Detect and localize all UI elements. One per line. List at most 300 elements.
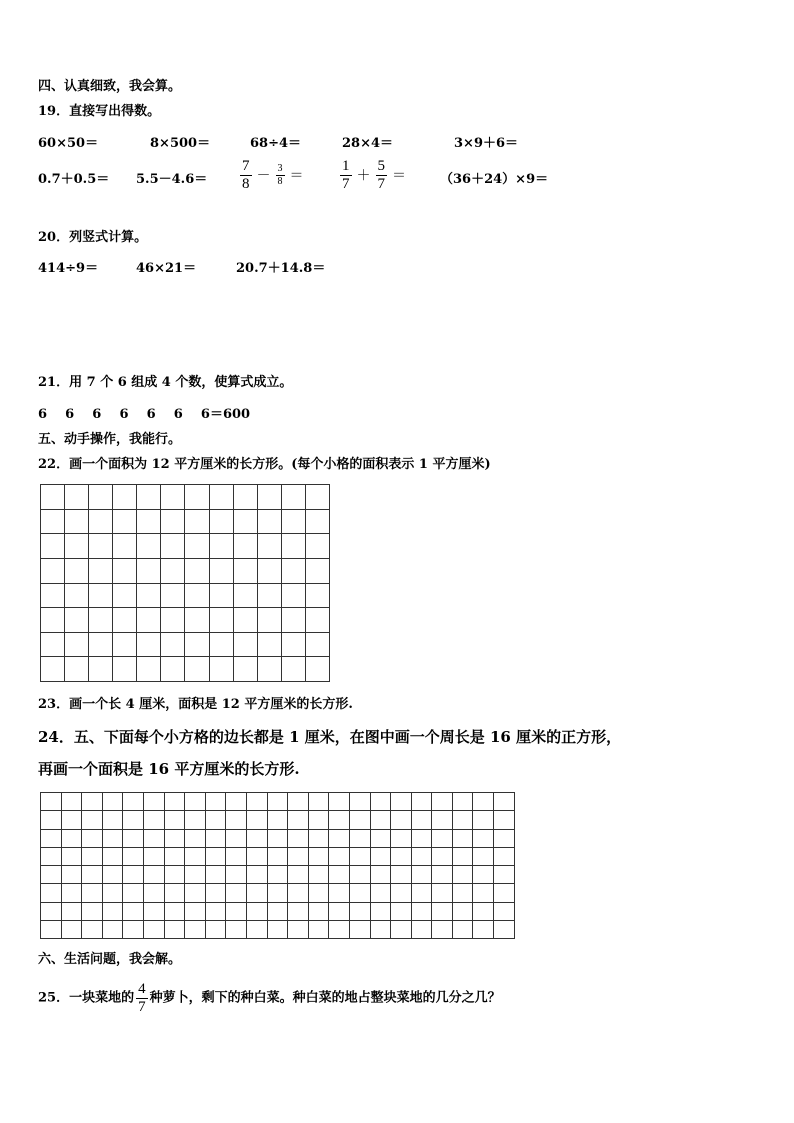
grid-cell[interactable]: [89, 657, 113, 682]
grid-cell[interactable]: [41, 583, 65, 608]
grid-cell[interactable]: [257, 509, 281, 534]
grid-cell[interactable]: [281, 534, 305, 559]
grid-cell[interactable]: [123, 847, 144, 865]
grid-cell[interactable]: [370, 884, 391, 902]
grid-cell[interactable]: [494, 884, 515, 902]
grid-cell[interactable]: [185, 608, 209, 633]
grid-cell[interactable]: [391, 829, 412, 847]
grid-cell[interactable]: [164, 829, 185, 847]
grid-cell[interactable]: [226, 884, 247, 902]
grid-cell[interactable]: [205, 829, 226, 847]
grid-cell[interactable]: [308, 829, 329, 847]
grid-cell[interactable]: [209, 657, 233, 682]
grid-cell[interactable]: [349, 920, 370, 938]
grid-cell[interactable]: [89, 558, 113, 583]
grid-cell[interactable]: [473, 920, 494, 938]
grid-cell[interactable]: [137, 632, 161, 657]
grid-cell[interactable]: [143, 920, 164, 938]
fraction: [240, 158, 252, 193]
grid-cell[interactable]: [161, 534, 185, 559]
grid-cell[interactable]: [185, 811, 206, 829]
grid-cell[interactable]: [185, 902, 206, 920]
grid-cell[interactable]: [305, 608, 329, 633]
grid-cell[interactable]: [143, 829, 164, 847]
grid-cell[interactable]: [82, 829, 103, 847]
numerator: 1: [342, 158, 350, 174]
grid-cell[interactable]: [185, 829, 206, 847]
grid-cell[interactable]: [161, 509, 185, 534]
grid-cell[interactable]: [41, 884, 62, 902]
grid-cell[interactable]: [246, 866, 267, 884]
grid-cell[interactable]: [411, 811, 432, 829]
grid-cell[interactable]: [411, 847, 432, 865]
grid-cell[interactable]: [102, 829, 123, 847]
grid-cell[interactable]: [41, 558, 65, 583]
q20-title: 20．列竖式计算。: [38, 230, 148, 245]
grid-cell[interactable]: [164, 920, 185, 938]
grid-cell[interactable]: [226, 793, 247, 811]
grid-cell[interactable]: [209, 583, 233, 608]
section-6-heading: 六、生活问题，我会解。: [38, 952, 182, 967]
grid-cell[interactable]: [209, 558, 233, 583]
grid-cell[interactable]: [65, 558, 89, 583]
grid-cell[interactable]: [411, 793, 432, 811]
grid-cell[interactable]: [89, 583, 113, 608]
grid-row: [41, 608, 330, 633]
q20-expr-2: 46×21＝: [136, 261, 197, 276]
grid-cell[interactable]: [233, 558, 257, 583]
grid-cell[interactable]: [226, 866, 247, 884]
grid-cell[interactable]: [288, 811, 309, 829]
grid-cell[interactable]: [65, 657, 89, 682]
grid-cell[interactable]: [41, 632, 65, 657]
grid-cell[interactable]: [391, 902, 412, 920]
grid-cell[interactable]: [308, 884, 329, 902]
grid-cell[interactable]: [185, 583, 209, 608]
grid-cell[interactable]: [102, 866, 123, 884]
grid-cell[interactable]: [161, 657, 185, 682]
grid-cell[interactable]: [246, 920, 267, 938]
grid-cell[interactable]: [123, 829, 144, 847]
grid-cell[interactable]: [246, 793, 267, 811]
grid-cell[interactable]: [494, 866, 515, 884]
grid-cell[interactable]: [102, 902, 123, 920]
grid-cell[interactable]: [452, 920, 473, 938]
grid-cell[interactable]: [82, 811, 103, 829]
grid-cell[interactable]: [89, 534, 113, 559]
grid-cell[interactable]: [257, 485, 281, 510]
grid-cell[interactable]: [61, 884, 82, 902]
grid-cell[interactable]: [226, 811, 247, 829]
grid-cell[interactable]: [205, 793, 226, 811]
grid-cell[interactable]: [65, 509, 89, 534]
grid-cell[interactable]: [305, 632, 329, 657]
grid-cell[interactable]: [41, 534, 65, 559]
grid-cell[interactable]: [226, 829, 247, 847]
grid-cell[interactable]: [61, 811, 82, 829]
grid-cell[interactable]: [137, 583, 161, 608]
grid-cell[interactable]: [61, 793, 82, 811]
grid-cell[interactable]: [267, 902, 288, 920]
grid-cell[interactable]: [102, 920, 123, 938]
grid-cell[interactable]: [41, 829, 62, 847]
grid-cell[interactable]: [226, 847, 247, 865]
grid-cell[interactable]: [205, 920, 226, 938]
grid-cell[interactable]: [267, 793, 288, 811]
grid-cell[interactable]: [113, 608, 137, 633]
grid-cell[interactable]: [137, 485, 161, 510]
grid-cell[interactable]: [209, 485, 233, 510]
grid-cell[interactable]: [257, 608, 281, 633]
grid-cell[interactable]: [82, 884, 103, 902]
grid-cell[interactable]: [61, 847, 82, 865]
grid-row: [41, 632, 330, 657]
grid-cell[interactable]: [41, 920, 62, 938]
grid-cell[interactable]: [432, 920, 453, 938]
grid-cell[interactable]: [329, 884, 350, 902]
grid-cell[interactable]: [432, 829, 453, 847]
grid-cell[interactable]: [164, 811, 185, 829]
grid-cell[interactable]: [41, 902, 62, 920]
grid-cell[interactable]: [305, 534, 329, 559]
grid-cell[interactable]: [349, 793, 370, 811]
grid-cell[interactable]: [494, 793, 515, 811]
grid-cell[interactable]: [113, 583, 137, 608]
grid-cell[interactable]: [233, 583, 257, 608]
grid-cell[interactable]: [102, 811, 123, 829]
grid-cell[interactable]: [82, 793, 103, 811]
grid-cell[interactable]: [161, 632, 185, 657]
grid-cell[interactable]: [391, 866, 412, 884]
grid-cell[interactable]: [226, 902, 247, 920]
grid-cell[interactable]: [267, 829, 288, 847]
grid-cell[interactable]: [329, 920, 350, 938]
grid-cell[interactable]: [89, 485, 113, 510]
grid-cell[interactable]: [452, 847, 473, 865]
grid-cell[interactable]: [349, 847, 370, 865]
grid-cell[interactable]: [246, 829, 267, 847]
grid-cell[interactable]: [161, 485, 185, 510]
grid-cell[interactable]: [143, 847, 164, 865]
grid-cell[interactable]: [452, 811, 473, 829]
grid-cell[interactable]: [205, 866, 226, 884]
grid-cell[interactable]: [143, 866, 164, 884]
grid-cell[interactable]: [137, 534, 161, 559]
grid-cell[interactable]: [65, 485, 89, 510]
q20-expr-1: 414÷9＝: [38, 261, 99, 276]
grid-cell[interactable]: [349, 829, 370, 847]
grid-cell[interactable]: [123, 793, 144, 811]
grid-cell[interactable]: [113, 534, 137, 559]
grid-cell[interactable]: [226, 920, 247, 938]
grid-cell[interactable]: [391, 811, 412, 829]
grid-cell[interactable]: [164, 793, 185, 811]
grid-cell[interactable]: [329, 902, 350, 920]
grid-cell[interactable]: [113, 485, 137, 510]
grid-cell[interactable]: [164, 884, 185, 902]
grid-cell[interactable]: [89, 608, 113, 633]
grid-cell[interactable]: [370, 902, 391, 920]
grid-cell[interactable]: [233, 632, 257, 657]
grid-cell[interactable]: [288, 902, 309, 920]
grid-cell[interactable]: [267, 884, 288, 902]
grid-cell[interactable]: [432, 902, 453, 920]
q25-question: [38, 981, 501, 1016]
grid-cell[interactable]: [41, 657, 65, 682]
grid-cell[interactable]: [113, 632, 137, 657]
grid-cell[interactable]: [233, 485, 257, 510]
grid-cell[interactable]: [102, 793, 123, 811]
grid-cell[interactable]: [161, 558, 185, 583]
grid-cell[interactable]: [288, 829, 309, 847]
grid-cell[interactable]: [329, 847, 350, 865]
grid-cell[interactable]: [305, 509, 329, 534]
grid-cell[interactable]: [473, 884, 494, 902]
grid-cell[interactable]: [82, 866, 103, 884]
grid-cell[interactable]: [65, 632, 89, 657]
grid-cell[interactable]: [185, 847, 206, 865]
grid-cell[interactable]: [61, 920, 82, 938]
grid-cell[interactable]: [41, 866, 62, 884]
grid-cell[interactable]: [65, 608, 89, 633]
grid-cell[interactable]: [205, 811, 226, 829]
grid-cell[interactable]: [246, 847, 267, 865]
grid-cell[interactable]: [308, 902, 329, 920]
grid-cell[interactable]: [61, 902, 82, 920]
grid-cell[interactable]: [288, 866, 309, 884]
grid-cell[interactable]: [370, 811, 391, 829]
grid-cell[interactable]: [82, 847, 103, 865]
grid-cell[interactable]: [102, 884, 123, 902]
grid-cell[interactable]: [288, 793, 309, 811]
grid-cell[interactable]: [233, 509, 257, 534]
grid-cell[interactable]: [209, 534, 233, 559]
grid-cell[interactable]: [123, 902, 144, 920]
grid-cell[interactable]: [432, 811, 453, 829]
grid-cell[interactable]: [308, 866, 329, 884]
grid-cell[interactable]: [432, 884, 453, 902]
grid-cell[interactable]: [65, 583, 89, 608]
grid-cell[interactable]: [494, 847, 515, 865]
grid-cell[interactable]: [494, 829, 515, 847]
grid-cell[interactable]: [281, 583, 305, 608]
grid-cell[interactable]: [411, 884, 432, 902]
grid-cell[interactable]: [411, 902, 432, 920]
grid-cell[interactable]: [65, 534, 89, 559]
grid-cell[interactable]: [432, 847, 453, 865]
grid-cell[interactable]: [257, 657, 281, 682]
grid-cell[interactable]: [305, 485, 329, 510]
grid-cell[interactable]: [123, 920, 144, 938]
grid-cell[interactable]: [61, 866, 82, 884]
grid-cell[interactable]: [452, 866, 473, 884]
grid-cell[interactable]: [329, 811, 350, 829]
grid-cell[interactable]: [391, 847, 412, 865]
grid-cell[interactable]: [257, 632, 281, 657]
grid-cell[interactable]: [41, 847, 62, 865]
grid-cell[interactable]: [370, 920, 391, 938]
grid-cell[interactable]: [102, 847, 123, 865]
grid-cell[interactable]: [473, 793, 494, 811]
grid-cell[interactable]: [257, 583, 281, 608]
grid-cell[interactable]: [164, 847, 185, 865]
grid-cell[interactable]: [308, 920, 329, 938]
grid-row: [41, 558, 330, 583]
grid-cell[interactable]: [61, 829, 82, 847]
grid-cell[interactable]: [41, 485, 65, 510]
grid-cell[interactable]: [473, 866, 494, 884]
grid-cell[interactable]: [267, 920, 288, 938]
grid-cell[interactable]: [473, 902, 494, 920]
grid-cell[interactable]: [349, 884, 370, 902]
grid-cell[interactable]: [185, 920, 206, 938]
fraction: [340, 158, 352, 193]
grid-cell[interactable]: [432, 793, 453, 811]
grid-cell[interactable]: [281, 657, 305, 682]
grid-cell[interactable]: [164, 902, 185, 920]
grid-cell[interactable]: [143, 811, 164, 829]
grid-cell[interactable]: [494, 920, 515, 938]
grid-cell[interactable]: [205, 902, 226, 920]
grid-cell[interactable]: [391, 793, 412, 811]
grid-cell[interactable]: [288, 920, 309, 938]
grid-cell[interactable]: [267, 866, 288, 884]
grid-cell[interactable]: [233, 657, 257, 682]
grid-cell[interactable]: [473, 811, 494, 829]
grid-cell[interactable]: [185, 632, 209, 657]
grid-cell[interactable]: [113, 558, 137, 583]
grid-cell[interactable]: [308, 811, 329, 829]
grid-cell[interactable]: [164, 866, 185, 884]
grid-cell[interactable]: [246, 811, 267, 829]
grid-cell[interactable]: [281, 608, 305, 633]
grid-cell[interactable]: [329, 793, 350, 811]
grid-cell[interactable]: [494, 902, 515, 920]
grid-cell[interactable]: [246, 884, 267, 902]
grid-cell[interactable]: [143, 793, 164, 811]
grid-cell[interactable]: [281, 632, 305, 657]
grid-cell[interactable]: [209, 509, 233, 534]
grid-cell[interactable]: [185, 866, 206, 884]
grid-cell[interactable]: [329, 866, 350, 884]
grid-cell[interactable]: [89, 632, 113, 657]
grid-cell[interactable]: [185, 509, 209, 534]
section-4-heading: 四、认真细致，我会算。: [38, 79, 182, 94]
grid-cell[interactable]: [205, 847, 226, 865]
grid-cell[interactable]: [123, 866, 144, 884]
grid-cell[interactable]: [137, 509, 161, 534]
grid-cell[interactable]: [161, 583, 185, 608]
grid-cell[interactable]: [349, 902, 370, 920]
grid-cell[interactable]: [411, 829, 432, 847]
grid-cell[interactable]: [185, 884, 206, 902]
grid-row: [41, 884, 515, 902]
q19-expr-1: 60×50＝: [38, 136, 99, 151]
grid-cell[interactable]: [308, 847, 329, 865]
grid-cell[interactable]: [411, 920, 432, 938]
grid-cell[interactable]: [281, 485, 305, 510]
q22-title: 22．画一个面积为 12 平方厘米的长方形。(每个小格的面积表示 1 平方厘米): [38, 457, 491, 472]
grid-cell[interactable]: [113, 509, 137, 534]
grid-cell[interactable]: [452, 829, 473, 847]
grid-cell[interactable]: [41, 793, 62, 811]
grid-cell[interactable]: [494, 811, 515, 829]
grid-cell[interactable]: [267, 847, 288, 865]
grid-cell[interactable]: [305, 558, 329, 583]
grid-cell[interactable]: [349, 866, 370, 884]
grid-cell[interactable]: [288, 847, 309, 865]
grid-cell[interactable]: [432, 866, 453, 884]
grid-cell[interactable]: [123, 811, 144, 829]
grid-cell[interactable]: [246, 902, 267, 920]
grid-cell[interactable]: [143, 884, 164, 902]
grid-row: [41, 902, 515, 920]
grid-cell[interactable]: [137, 608, 161, 633]
grid-cell[interactable]: [257, 558, 281, 583]
grid-row: [41, 829, 515, 847]
grid-cell[interactable]: [209, 632, 233, 657]
grid-cell[interactable]: [329, 829, 350, 847]
grid-cell[interactable]: [123, 884, 144, 902]
grid-cell[interactable]: [305, 657, 329, 682]
grid-cell[interactable]: [41, 811, 62, 829]
grid-cell[interactable]: [185, 793, 206, 811]
grid-cell[interactable]: [305, 583, 329, 608]
grid-cell[interactable]: [308, 793, 329, 811]
grid-cell[interactable]: [82, 902, 103, 920]
grid-cell[interactable]: [137, 657, 161, 682]
grid-cell[interactable]: [391, 884, 412, 902]
grid-cell[interactable]: [370, 847, 391, 865]
grid-cell[interactable]: [205, 884, 226, 902]
grid-cell[interactable]: [143, 902, 164, 920]
grid-cell[interactable]: [391, 920, 412, 938]
grid-cell[interactable]: [185, 657, 209, 682]
grid-cell[interactable]: [370, 866, 391, 884]
grid-cell[interactable]: [161, 608, 185, 633]
grid-cell[interactable]: [370, 829, 391, 847]
grid-cell[interactable]: [349, 811, 370, 829]
grid-cell[interactable]: [209, 608, 233, 633]
grid-cell[interactable]: [185, 534, 209, 559]
grid-cell[interactable]: [281, 558, 305, 583]
grid-cell[interactable]: [185, 485, 209, 510]
grid-cell[interactable]: [281, 509, 305, 534]
grid-cell[interactable]: [185, 558, 209, 583]
grid-cell[interactable]: [473, 829, 494, 847]
grid-cell[interactable]: [233, 534, 257, 559]
grid-cell[interactable]: [452, 884, 473, 902]
q21-title: 21．用 7 个 6 组成 4 个数，使算式成立。: [38, 375, 293, 390]
grid-cell[interactable]: [257, 534, 281, 559]
grid-cell[interactable]: [452, 902, 473, 920]
grid-cell[interactable]: [267, 811, 288, 829]
grid-cell[interactable]: [41, 608, 65, 633]
q19-expr-7: 5.5－4.6＝: [136, 172, 208, 187]
grid-cell[interactable]: [41, 509, 65, 534]
grid-cell[interactable]: [473, 847, 494, 865]
grid-cell[interactable]: [113, 657, 137, 682]
grid-cell[interactable]: [370, 793, 391, 811]
q25-text-after: 种萝卜，剩下的种白菜。种白菜的地占整块菜地的几分之几？: [149, 990, 501, 1006]
grid-cell[interactable]: [452, 793, 473, 811]
grid-cell[interactable]: [137, 558, 161, 583]
grid-cell[interactable]: [288, 884, 309, 902]
grid-cell[interactable]: [411, 866, 432, 884]
grid-cell[interactable]: [89, 509, 113, 534]
grid-cell[interactable]: [82, 920, 103, 938]
grid-cell[interactable]: [233, 608, 257, 633]
